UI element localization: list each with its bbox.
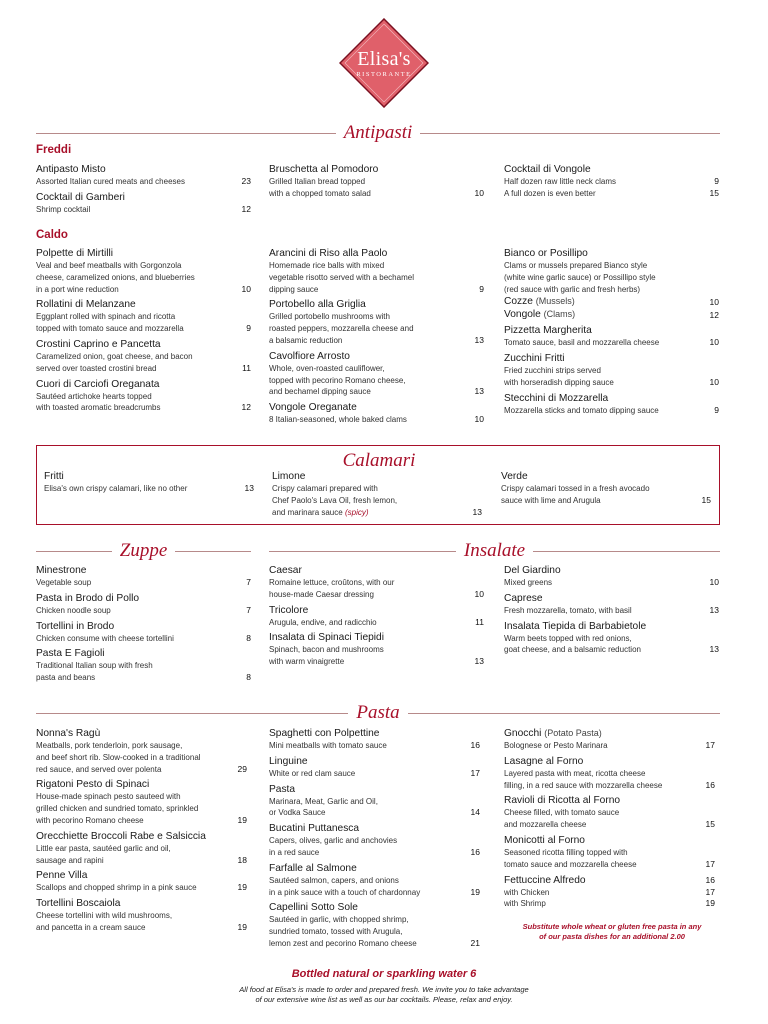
item-desc: with warm vinaigrette xyxy=(269,657,345,667)
menu-item xyxy=(269,901,480,949)
menu-item xyxy=(269,564,484,601)
item-price: 12 xyxy=(241,203,251,214)
freddi-col-3 xyxy=(504,163,719,200)
pasta-header xyxy=(36,702,720,724)
item-price: 8 xyxy=(246,672,251,683)
item-desc: with toasted aromatic breadcrumbs xyxy=(36,403,161,413)
item-name: Ravioli di Ricotta al Forno xyxy=(504,795,621,807)
menu-item xyxy=(504,755,715,792)
item-desc: White or red clam sauce xyxy=(269,768,356,778)
note-line: Substitute whole wheat or gluten free pasta in any xyxy=(522,922,702,931)
menu-item xyxy=(269,783,480,820)
menu-item xyxy=(504,188,719,200)
item-price: 14 xyxy=(470,807,480,818)
item-price: 19 xyxy=(237,814,247,825)
menu-item xyxy=(36,830,247,867)
item-name: Polpette di Mirtilli xyxy=(36,248,113,259)
item-desc: Bolognese or Pesto Marinara xyxy=(504,741,608,750)
menu-item xyxy=(269,350,484,398)
logo xyxy=(325,18,443,110)
item-name: Cuori di Carciofi Oreganata xyxy=(36,378,160,390)
item-name: Pasta E Fagioli xyxy=(36,648,105,660)
menu-item xyxy=(504,727,715,752)
item-price: 17 xyxy=(705,886,715,897)
item-price: 13 xyxy=(709,604,719,615)
item-price: 16 xyxy=(470,740,480,750)
menu-item xyxy=(36,338,251,375)
item-desc: lemon zest and pecorino Romano cheese xyxy=(269,938,417,948)
item-price: 13 xyxy=(244,483,254,493)
caldo-col-3 xyxy=(504,247,719,417)
menu-item xyxy=(36,298,251,335)
item-name: Tortellini Boscaiola xyxy=(36,898,121,910)
item-price: 11 xyxy=(475,616,484,627)
divider xyxy=(36,713,348,714)
item-name: Pasta in Brodo di Pollo xyxy=(36,592,140,604)
item-name: Limone xyxy=(272,471,306,482)
calamari-col-2 xyxy=(272,470,482,518)
menu-item xyxy=(269,298,484,346)
calamari-col-1 xyxy=(44,470,254,495)
item-price: 11 xyxy=(242,362,251,373)
menu-item xyxy=(36,163,251,188)
item-name: Orecchiette Broccoli Rabe e Salsiccia xyxy=(36,830,206,842)
item-desc: dipping sauce xyxy=(269,284,319,294)
item-desc: vegetable risotto served with a bechamel xyxy=(269,272,414,282)
item-price: 12 xyxy=(241,402,251,413)
item-desc: with horseradish dipping sauce xyxy=(504,377,614,387)
item-name: Tortellini in Brodo xyxy=(36,620,115,632)
item-price: 23 xyxy=(241,176,251,186)
item-name: Insalata Tiepida di Barbabietole xyxy=(504,620,647,632)
item-name: Minestrone xyxy=(36,565,87,576)
item-desc: Sautéed salmon, capers, and onions xyxy=(269,875,399,885)
item-price: 19 xyxy=(705,898,715,909)
menu-item xyxy=(504,834,715,871)
item-name: Fritti xyxy=(44,471,64,482)
item-name: Tricolore xyxy=(269,604,309,616)
menu-item xyxy=(36,897,247,934)
note-line: of our pasta dishes for an additional 2.00 xyxy=(539,932,685,941)
item-desc: with pecorino Romano cheese xyxy=(36,815,144,825)
menu-item xyxy=(36,620,251,645)
antipasti-header xyxy=(36,122,720,144)
item-desc: Elisa's own crispy calamari, like no other xyxy=(44,484,188,493)
insalate-header xyxy=(269,540,720,562)
item-price: 16 xyxy=(470,846,480,857)
divider xyxy=(175,551,251,552)
item-price: 9 xyxy=(714,176,719,186)
menu-item xyxy=(36,191,251,216)
menu-item xyxy=(269,163,484,200)
item-price: 9 xyxy=(714,404,719,415)
menu-item xyxy=(504,392,719,417)
footnote-line: of our extensive wine list as well as our bar cocktails. Please, relax and enjoy. xyxy=(255,995,513,1004)
item-price: 10 xyxy=(474,588,484,599)
item-desc: Assorted Italian cured meats and cheeses xyxy=(36,177,185,186)
item-name: Pizzetta Margherita xyxy=(504,325,592,337)
item-desc: Sautéed artichoke hearts topped xyxy=(36,391,152,401)
item-name: Fettuccine Alfredo xyxy=(504,874,586,886)
item-price: 19 xyxy=(237,882,247,893)
menu-item xyxy=(501,470,711,507)
item-name: Arancini di Riso alla Paolo xyxy=(269,248,388,259)
item-price: 17 xyxy=(705,858,715,869)
item-name: Pasta xyxy=(269,783,296,795)
item-desc: Tomato sauce, basil and mozzarella cheese xyxy=(504,338,660,348)
item-desc: Shrimp cocktail xyxy=(36,204,91,214)
item-name: Portobello alla Griglia xyxy=(269,299,366,311)
item-desc: cheese, caramelized onions, and blueberries xyxy=(36,272,195,282)
item-name: Lasagne al Forno xyxy=(504,755,584,767)
item-price: 21 xyxy=(470,937,480,948)
item-desc: sauce with lime and Arugula xyxy=(501,495,601,505)
item-desc: Chef Paolo's Lava Oil, fresh lemon, xyxy=(272,495,398,505)
subhead-caldo: Caldo xyxy=(36,229,68,241)
item-price: 15 xyxy=(705,819,715,830)
item-desc: roasted peppers, mozzarella cheese and xyxy=(269,324,414,334)
item-name: Bucatini Puttanesca xyxy=(269,823,360,835)
item-price: 29 xyxy=(237,763,247,774)
item-name: Cocktail di Gamberi xyxy=(36,191,125,203)
menu-item xyxy=(36,592,251,617)
item-desc: Veal and beef meatballs with Gorgonzola xyxy=(36,261,182,270)
item-name: Verde xyxy=(501,471,528,482)
substitute-note xyxy=(500,922,724,942)
item-price: 9 xyxy=(479,283,484,294)
item-desc: Little ear pasta, sautéed garlic and oil, xyxy=(36,843,171,853)
item-desc: sundried tomato, tossed with Arugula, xyxy=(269,927,403,937)
item-desc: red sauce, and served over polenta xyxy=(36,764,162,774)
item-name: Caesar xyxy=(269,565,302,576)
item-desc: and beef short rib. Slow-cooked in a traditional xyxy=(36,752,201,762)
menu-item xyxy=(269,822,480,859)
item-name: Rigatoni Pesto di Spinaci xyxy=(36,779,150,791)
insalate-col-3 xyxy=(504,564,719,656)
menu-item xyxy=(269,862,480,899)
item-price: 13 xyxy=(474,386,484,397)
item-desc: in a port wine reduction xyxy=(36,284,119,294)
item-desc: Eggplant rolled with spinach and ricotta xyxy=(36,312,176,322)
item-price: 12 xyxy=(709,309,719,320)
item-name: Del Giardino xyxy=(504,565,561,576)
item-name: Monicotti al Forno xyxy=(504,834,585,846)
item-desc: Traditional Italian soup with fresh xyxy=(36,661,153,671)
item-desc: Layered pasta with meat, ricotta cheese xyxy=(504,768,646,778)
item-desc: Crispy calamari tossed in a fresh avocado xyxy=(501,484,650,493)
section-title: Zuppe xyxy=(119,540,168,561)
item-desc: Fresh mozzarella, tomato, with basil xyxy=(504,605,632,615)
item-name: Capellini Sotto Sole xyxy=(269,902,358,914)
item-desc: served over toasted crostini bread xyxy=(36,363,157,373)
menu-item xyxy=(269,604,484,629)
item-desc: tomato sauce and mozzarella cheese xyxy=(504,859,637,869)
insalate-col-2 xyxy=(269,564,484,668)
menu-item xyxy=(504,794,715,831)
section-title: Pasta xyxy=(356,702,400,723)
item-price: 10 xyxy=(709,296,719,307)
item-desc: Grilled portobello mushrooms with xyxy=(269,312,390,322)
item-price: 8 xyxy=(246,632,251,643)
item-name: Vongole xyxy=(504,309,541,321)
item-desc: Romaine lettuce, croûtons, with our xyxy=(269,578,395,587)
item-desc: Caramelized onion, goat cheese, and bacon xyxy=(36,351,193,361)
menu-item xyxy=(36,247,251,295)
caldo-col-2 xyxy=(269,247,484,426)
menu-item xyxy=(504,308,719,321)
pasta-col-1 xyxy=(36,727,247,934)
item-desc: Arugula, endive, and radicchio xyxy=(269,617,377,627)
item-price: 7 xyxy=(246,577,251,587)
item-desc: (white wine garlic sauce) or Possillipo style xyxy=(504,272,656,282)
item-desc: Fried zucchini strips served xyxy=(504,366,601,376)
menu-item xyxy=(504,295,719,308)
item-name: Crostini Caprino e Pancetta xyxy=(36,338,161,350)
item-desc: Chicken noodle soup xyxy=(36,605,111,615)
item-name: Gnocchi xyxy=(504,728,542,739)
menu-item xyxy=(504,874,715,887)
menu-item xyxy=(269,727,480,752)
menu-item xyxy=(269,247,484,295)
item-name: Penne Villa xyxy=(36,870,88,882)
caldo-col-1 xyxy=(36,247,251,414)
item-desc: A full dozen is even better xyxy=(504,188,596,198)
zuppe-col xyxy=(36,564,251,684)
item-desc: Chicken consume with cheese tortellini xyxy=(36,633,174,643)
divider xyxy=(36,133,336,134)
section-title: Insalate xyxy=(463,540,526,561)
item-desc: a balsamic reduction xyxy=(269,335,343,345)
item-name: Cozze xyxy=(504,296,533,308)
item-price: 13 xyxy=(474,334,484,345)
item-desc: and marinara sauce xyxy=(272,507,343,517)
divider xyxy=(408,713,720,714)
item-desc: Homemade rice balls with mixed xyxy=(269,261,385,270)
item-desc: Cheese tortellini with wild mushrooms, xyxy=(36,911,173,921)
item-desc: House-made spinach pesto sauteed with xyxy=(36,792,181,802)
item-desc: or Vodka Sauce xyxy=(269,808,326,818)
menu-item xyxy=(269,401,484,426)
item-desc: Mozzarella sticks and tomato dipping sauce xyxy=(504,405,659,415)
menu-item xyxy=(36,727,247,775)
item-desc: with Shrimp xyxy=(504,899,546,909)
item-name: Insalata di Spinaci Tiepidi xyxy=(269,632,384,644)
menu-item xyxy=(269,631,484,668)
item-desc: Warm beets topped with red onions, xyxy=(504,633,632,643)
item-name: Farfalle al Salmone xyxy=(269,862,357,874)
item-price: 9 xyxy=(246,323,251,334)
item-price: 17 xyxy=(470,767,480,778)
item-desc: Mixed greens xyxy=(504,578,553,587)
item-desc: Seasoned ricotta filling topped with xyxy=(504,847,628,857)
menu-item xyxy=(504,324,719,349)
item-desc: and mozzarella cheese xyxy=(504,820,587,830)
item-desc: goat cheese, and a balsamic reduction xyxy=(504,645,641,655)
item-desc: and bechamel dipping sauce xyxy=(269,387,371,397)
subhead-freddi: Freddi xyxy=(36,144,72,156)
item-desc: Cheese filled, with tomato sauce xyxy=(504,808,620,818)
item-desc: with a chopped tomato salad xyxy=(269,188,371,198)
footnote xyxy=(0,985,768,1005)
item-price: 15 xyxy=(709,187,719,198)
water-note: Bottled natural or sparkling water 6 xyxy=(291,968,477,980)
item-desc: Clams or mussels prepared Bianco style xyxy=(504,261,648,270)
item-desc: Vegetable soup xyxy=(36,578,92,587)
item-desc: Crispy calamari prepared with xyxy=(272,484,378,493)
divider xyxy=(36,551,112,552)
item-price: 10 xyxy=(241,283,251,294)
item-desc: (red sauce with garlic and fresh herbs) xyxy=(504,284,641,294)
menu-item xyxy=(269,755,480,780)
divider xyxy=(269,551,456,552)
item-desc: Half dozen raw little neck clams xyxy=(504,177,617,186)
menu-item xyxy=(272,470,482,518)
item-paren: (Clams) xyxy=(543,309,576,320)
item-price: 10 xyxy=(474,414,484,425)
item-price: 13 xyxy=(472,506,482,517)
divider xyxy=(533,551,720,552)
item-price: 13 xyxy=(474,656,484,667)
item-paren: (Mussels) xyxy=(535,296,575,307)
item-desc: Meatballs, pork tenderloin, pork sausage, xyxy=(36,741,183,750)
item-desc: pasta and beans xyxy=(36,673,96,683)
item-name: Nonna's Ragù xyxy=(36,728,101,739)
item-desc: house-made Caesar dressing xyxy=(269,589,374,599)
item-price: 10 xyxy=(709,376,719,387)
item-paren: (Potato Pasta) xyxy=(544,728,602,738)
menu-item xyxy=(504,176,719,188)
item-name: Spaghetti con Polpettine xyxy=(269,728,380,739)
item-name: Cocktail di Vongole xyxy=(504,164,591,175)
logo-name: Elisa's xyxy=(357,48,411,70)
item-price: 19 xyxy=(470,886,480,897)
menu-item xyxy=(504,620,719,657)
item-desc: Capers, olives, garlic and anchovies xyxy=(269,836,398,846)
calamari-header xyxy=(326,450,432,472)
item-desc: topped with tomato sauce and mozzarella xyxy=(36,324,184,334)
item-name: Linguine xyxy=(269,755,308,767)
menu-item xyxy=(36,778,247,826)
freddi-col-1 xyxy=(36,163,251,216)
item-desc: sausage and rapini xyxy=(36,855,104,865)
item-price: 10 xyxy=(474,187,484,198)
footnote-line: All food at Elisa's is made to order and prepared fresh. We invite you to take advantage xyxy=(239,985,529,994)
item-price: 10 xyxy=(709,337,719,348)
item-desc: with Chicken xyxy=(504,887,550,897)
item-price: 7 xyxy=(246,604,251,615)
section-title: Calamari xyxy=(342,450,416,471)
spicy-label: (spicy) xyxy=(344,507,369,517)
item-desc: grilled chicken and sundried tomato, sprinkled xyxy=(36,804,199,814)
item-desc: Whole, oven-roasted cauliflower, xyxy=(269,363,385,373)
item-desc: Marinara, Meat, Garlic and Oil, xyxy=(269,796,378,806)
item-price: 16 xyxy=(705,874,715,885)
item-desc: Scallops and chopped shrimp in a pink sauce xyxy=(36,883,197,893)
item-price: 17 xyxy=(705,740,715,750)
section-title: Antipasti xyxy=(343,122,413,143)
divider xyxy=(420,133,720,134)
item-desc: Spinach, bacon and mushrooms xyxy=(269,645,384,655)
zuppe-header xyxy=(36,540,251,562)
item-name: Zucchini Fritti xyxy=(504,353,565,365)
item-price: 18 xyxy=(237,854,247,865)
item-name: Cavolfiore Arrosto xyxy=(269,350,350,362)
item-desc: Grilled Italian bread topped xyxy=(269,177,366,186)
item-name: Bianco or Posillipo xyxy=(504,248,588,259)
item-price: 13 xyxy=(709,644,719,655)
menu-item xyxy=(44,470,254,495)
menu-item xyxy=(36,564,251,589)
item-name: Caprese xyxy=(504,592,543,604)
item-desc: Mini meatballs with tomato sauce xyxy=(269,741,387,750)
item-desc: in a pink sauce with a touch of chardonnay xyxy=(269,887,421,897)
menu-item xyxy=(504,352,719,389)
item-name: Vongole Oreganate xyxy=(269,402,357,414)
menu-item xyxy=(36,378,251,415)
item-desc: 8 Italian-seasoned, whole baked clams xyxy=(269,415,407,425)
menu-item xyxy=(36,869,247,894)
logo-subtitle: RISTORANTE xyxy=(356,71,412,78)
item-desc: in a red sauce xyxy=(269,847,320,857)
item-name: Antipasto Misto xyxy=(36,164,106,175)
item-desc: topped with pecorino Romano cheese, xyxy=(269,375,406,385)
menu-item xyxy=(36,647,251,684)
item-price: 16 xyxy=(705,779,715,790)
item-desc: and pancetta in a cream sauce xyxy=(36,922,146,932)
item-price: 19 xyxy=(237,921,247,932)
menu-item xyxy=(504,592,719,617)
menu-item-option xyxy=(504,887,715,899)
pasta-col-3 xyxy=(504,727,715,910)
item-name: Rollatini di Melanzane xyxy=(36,299,136,311)
freddi-col-2 xyxy=(269,163,484,200)
item-desc: filling, in a red sauce with mozzarella cheese xyxy=(504,780,663,790)
item-name: Stecchini di Mozzarella xyxy=(504,392,609,404)
item-price: 10 xyxy=(709,577,719,587)
item-desc: Sautéed in garlic, with chopped shrimp, xyxy=(269,915,409,925)
menu-item-option xyxy=(504,898,715,910)
item-price: 15 xyxy=(701,494,711,505)
pasta-col-2 xyxy=(269,727,480,950)
menu-item xyxy=(504,564,719,589)
calamari-col-3 xyxy=(501,470,711,507)
item-name: Bruschetta al Pomodoro xyxy=(269,164,379,175)
